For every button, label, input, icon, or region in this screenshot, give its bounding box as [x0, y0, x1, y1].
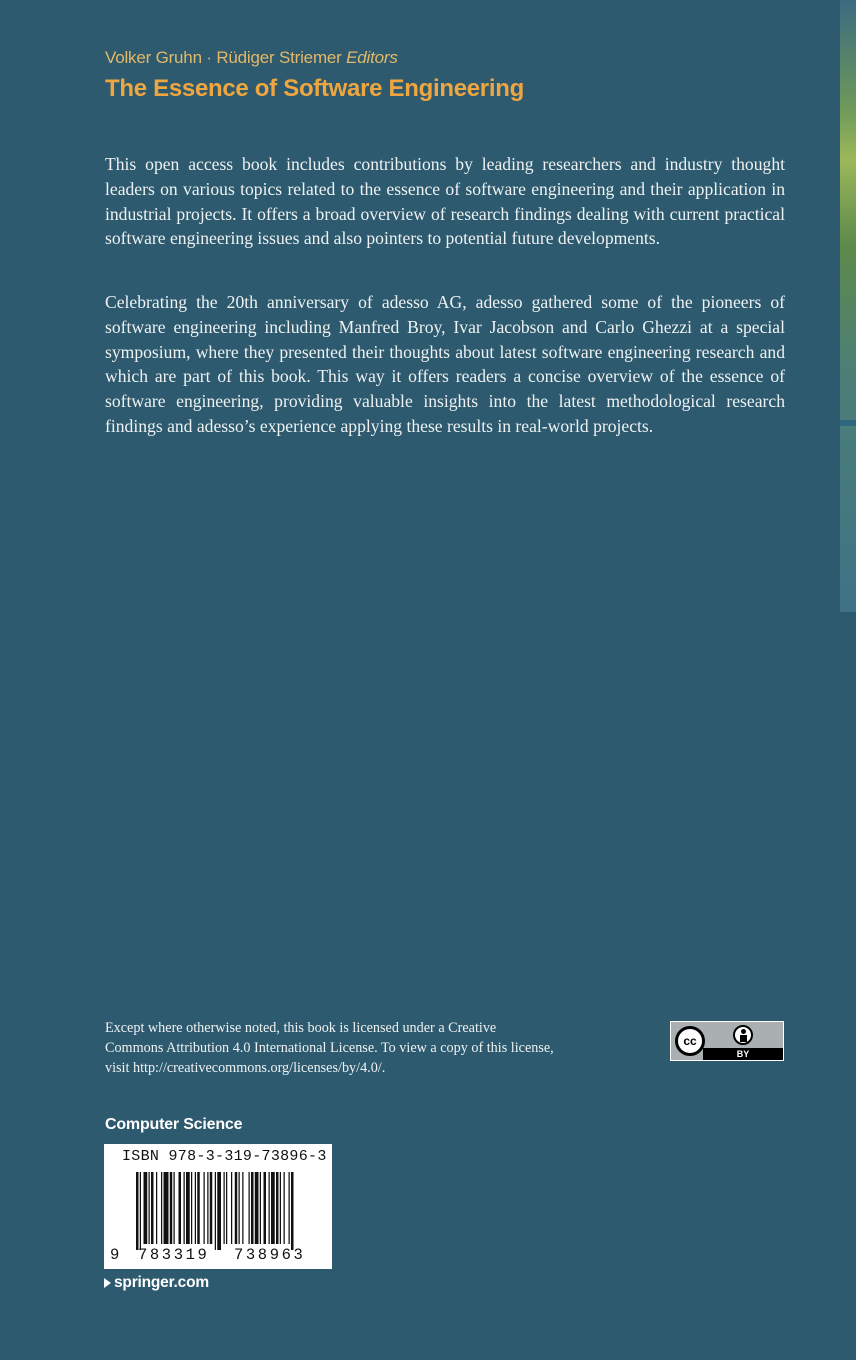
cc-by-license-badge — [670, 1021, 784, 1061]
isbn-number: ISBN 978-3-319-73896-3 — [122, 1148, 327, 1165]
isbn-barcode — [104, 1144, 332, 1269]
barcode-digit-group-right: 738963 — [234, 1246, 306, 1264]
subject-category: Computer Science — [105, 1116, 243, 1133]
license-notice: Except where otherwise noted, this book is licensed under a Creative Commons Attribution 4.0 International License. To view a copy of this license, visit http://creativecommons.org/licenses/by/4.0/. — [105, 1020, 554, 1076]
description-paragraph-2: Celebrating the 20th anniversary of adesso AG, adesso gathered some of the pioneers of software engineering including Manfred Broy, Ivar Jacobson and Carlo Ghezzi at a special symposium, where they presented their thoughts about latest software engineering research and which are part of this book. This way it offers readers a concise overview of the essence of software engineering, providing valuable insights into the latest methodological research findings and adesso’s experience applying these results in real-world projects. — [105, 292, 785, 436]
attribution-person-icon — [733, 1025, 753, 1045]
description-paragraph-1: This open access book includes contributions by leading researchers and industry thought leaders on various topics related to the essence of software engineering and their application in industrial projects. It offers a broad overview of research findings dealing with current practical software engineering issues and also pointers to potential future developments. — [105, 154, 785, 249]
book-title: The Essence of Software Engineering — [105, 75, 524, 102]
barcode-digit-group-left: 783319 — [138, 1246, 210, 1264]
cover-image-edge — [840, 0, 856, 612]
editors-line — [105, 48, 398, 68]
publisher-link[interactable] — [104, 1274, 209, 1292]
editors-role: Editors — [346, 48, 398, 67]
barcode-digit-prefix: 9 — [110, 1246, 120, 1264]
by-label: BY — [703, 1048, 783, 1060]
barcode-digits — [104, 1246, 332, 1266]
cc-icon: cc — [675, 1026, 705, 1056]
publisher-link-text: springer.com — [114, 1274, 209, 1291]
arrow-right-icon — [104, 1278, 111, 1288]
editors-names: Volker Gruhn · Rüdiger Striemer — [105, 48, 342, 67]
